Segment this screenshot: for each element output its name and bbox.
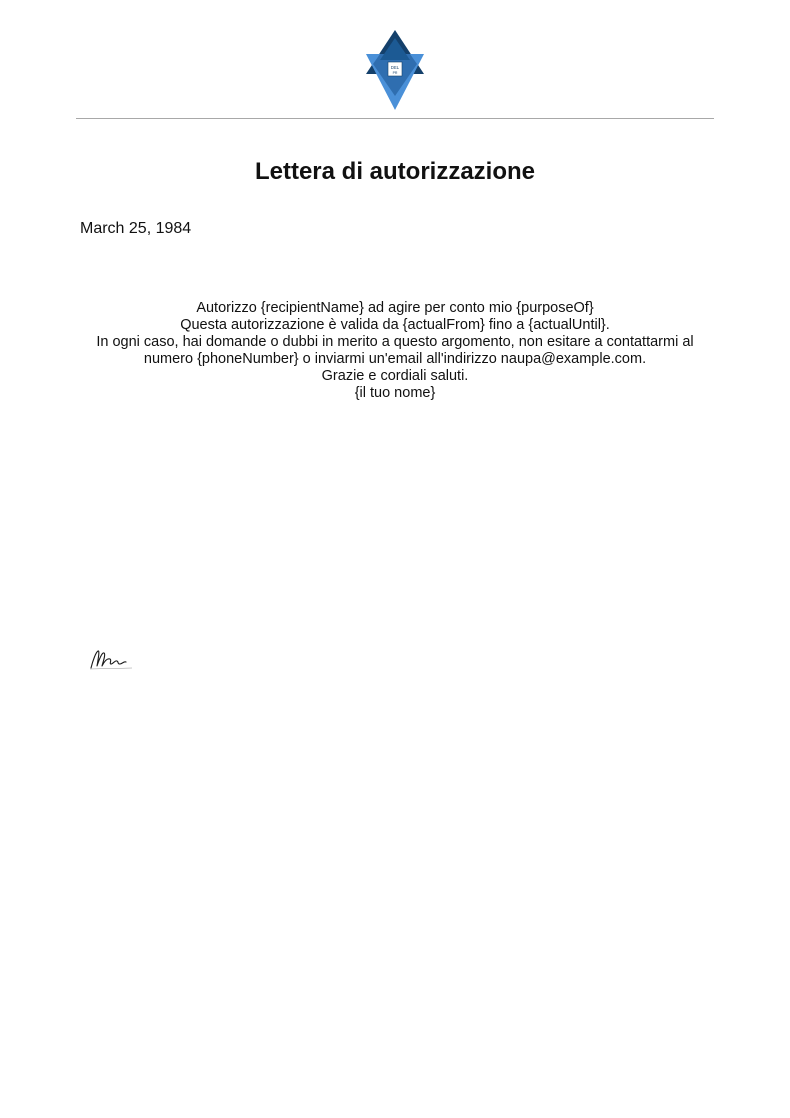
body-line: {il tuo nome} — [354, 385, 436, 401]
page-title: Lettera di autorizzazione — [254, 158, 536, 185]
letter-date: March 25, 1984 — [80, 220, 192, 237]
body-line: Questa autorizzazione è valida da {actualFrom} fino a {actualUntil}. — [180, 317, 610, 333]
body-line: numero {phoneNumber} o inviarmi un'email all'indirizzo naupa@example.com. — [143, 351, 647, 367]
letter-body — [76, 300, 714, 402]
star-of-david-logo-icon — [366, 30, 424, 110]
body-line: Grazie e cordiali saluti. — [321, 368, 469, 384]
logo-text-top: DEL — [390, 65, 400, 70]
body-line: Autorizzo {recipientName} ad agire per conto mio {purposeOf} — [196, 300, 594, 316]
header-divider — [76, 118, 714, 119]
body-line: In ogni caso, hai domande o dubbi in merito a questo argomento, non esitare a contattarmi al — [96, 334, 694, 350]
handwritten-signature-icon — [88, 646, 134, 672]
logo-text-bottom: PR — [392, 71, 398, 75]
